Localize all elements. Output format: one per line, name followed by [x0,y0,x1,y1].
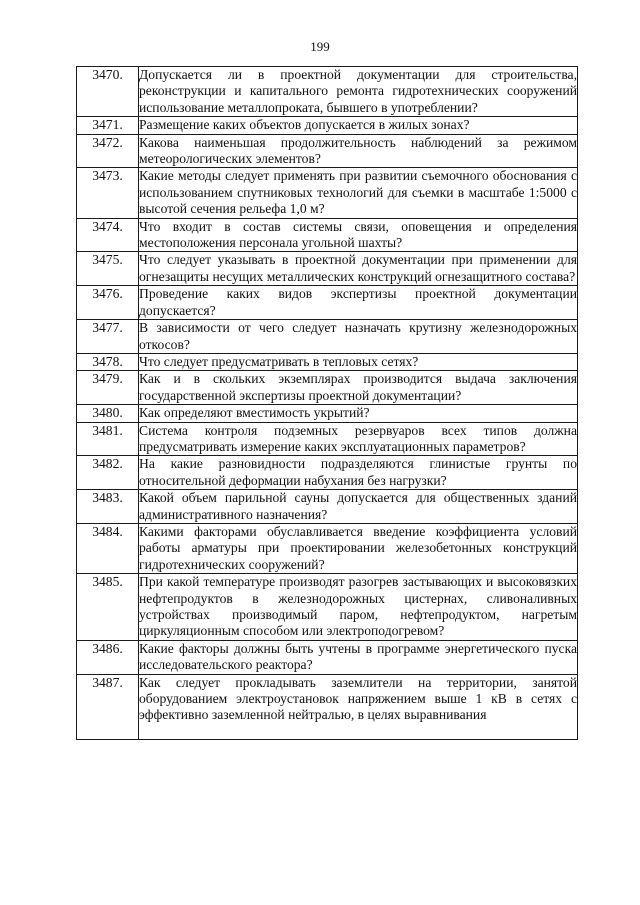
question-number: 3480. [77,405,139,422]
question-number: 3471. [77,117,139,134]
question-text: Что следует предусматривать в тепловых сетях? [139,353,578,370]
question-row [77,320,578,354]
question-row [77,523,578,573]
question-text: Какие факторы должны быть учтены в программе энергетического пуска исследовательского реактора? [139,640,577,673]
question-text-content: Как следует прокладывать заземлители на территории, занятой оборудованием электроустановок напряжением выше 1 кВ в сетях с эффективно заземленной нейтралью, в целях выравнивания [139,674,577,723]
question-text: На какие разновидности подразделяются глинистые грунты по относительной деформации набухания без нагрузки? [139,456,577,488]
question-row [77,353,578,370]
question-number: 3481. [77,422,139,456]
question-text: Что следует указывать в проектной документации при применении для огнезащиты несущих металлических конструкций огнезащитного состава? [139,252,577,284]
question-number: 3470. [77,67,139,117]
question-row [77,218,578,252]
question-number: 3486. [77,640,139,674]
question-number: 3485. [77,574,139,641]
question-number: 3472. [77,134,139,168]
question-text: Размещение каких объектов допускается в жилых зонах? [139,117,578,134]
question-number: 3475. [77,252,139,286]
question-text: Как и в скольких экземплярах производится выдача заключения государственной экспертизы проектной документации? [139,371,577,403]
question-row [77,640,578,674]
question-text: Система контроля подземных резервуаров всех типов должна предусматривать измерение каких эксплуатационных параметров? [139,422,577,454]
question-row [77,286,578,320]
question-row [77,252,578,286]
question-row [77,422,578,456]
question-number: 3476. [77,286,139,320]
question-text: Что входит в состав системы связи, оповещения и определения местоположения персонала угольной шахты? [139,218,577,251]
question-row [77,168,578,218]
question-text: Какими факторами обуславливается введение коэффициента условий работы арматуры при проектировании железобетонных конструкций гидротехнических сооружений? [139,523,577,572]
question-row [77,574,578,641]
question-number: 3482. [77,456,139,490]
questions-table-body [77,67,578,740]
question-text [139,674,578,739]
question-row [77,134,578,168]
question-number: 3483. [77,490,139,524]
question-number: 3478. [77,353,139,370]
question-text: Как определяют вместимость укрытий? [139,405,578,422]
question-row [77,674,578,739]
question-row [77,117,578,134]
question-number: 3479. [77,371,139,405]
question-row [77,490,578,524]
question-text: Допускается ли в проектной документации для строительства, реконструкции и капитального ремонта гидротехнических сооружений использование металлопроката, бывшего в употреблении? [139,67,577,115]
question-text: Какие методы следует применять при развитии съемочного обоснования с использованием спутниковых технологий для съемки в масштабе 1:5000 с высотой сечения рельефа 1,0 м? [139,168,577,217]
questions-table [76,66,578,740]
question-number: 3473. [77,168,139,218]
question-text: В зависимости от чего следует назначать крутизну железнодорожных откосов? [139,320,577,352]
question-text: При какой температуре производят разогрев застывающих и высоковязких нефтепродуктов в железнодорожных цистернах, сливоналивных устройствах производимый паром, нефтепродуктом, нагретым циркуляционным способом или электроподогревом? [139,574,577,639]
question-number: 3477. [77,320,139,354]
page-number: 199 [310,39,330,54]
question-text: Какой объем парильной сауны допускается для общественных зданий административного назначения? [139,490,577,522]
question-row [77,405,578,422]
question-number: 3484. [77,523,139,573]
question-row [77,67,578,117]
question-row [77,456,578,490]
question-number: 3487. [77,674,139,739]
question-text: Какова наименьшая продолжительность наблюдений за режимом метеорологических элементов? [139,134,577,167]
question-text: Проведение каких видов экспертизы проектной документации допускается? [139,286,577,318]
question-number: 3474. [77,218,139,252]
question-row [77,371,578,405]
